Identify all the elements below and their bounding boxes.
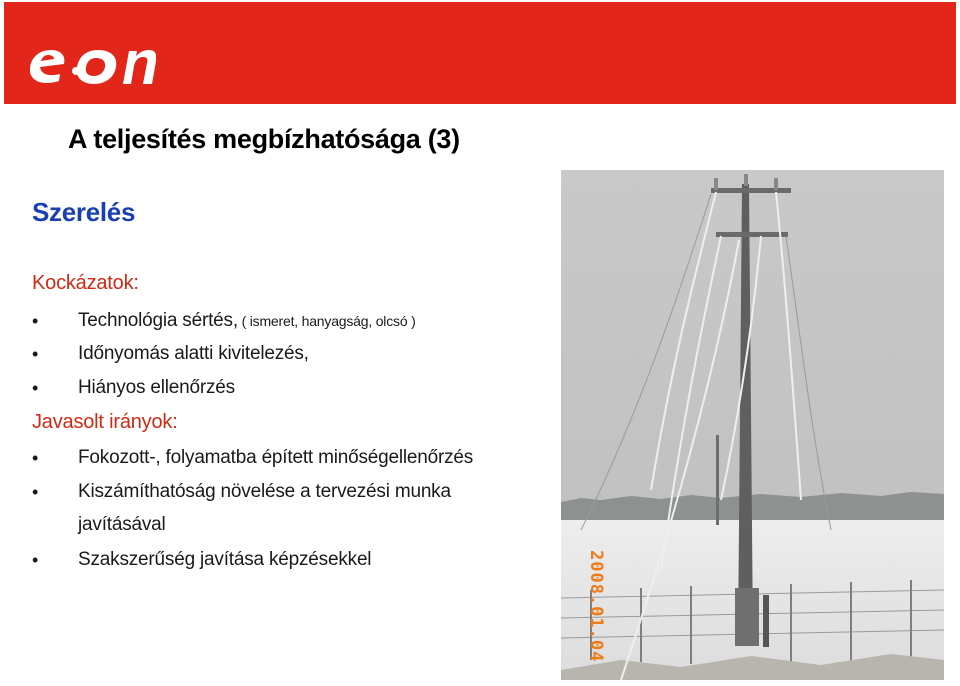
section-heading: Szerelés: [32, 197, 136, 227]
iced-power-pole-photo: [561, 170, 944, 680]
risk-item-text: Technológia sértés,: [78, 310, 238, 331]
proposal-item-text: Kiszámíthatóság növelése a tervezési munka: [78, 481, 451, 502]
header-band: [4, 2, 956, 104]
risk-item-note: ( ismeret, hanyagság, olcsó ): [237, 313, 416, 329]
bullet-dot-icon: •: [32, 344, 39, 364]
photo-date-stamp: 2008.01.04: [586, 550, 606, 663]
proposals-heading: Javasolt irányok:: [32, 411, 178, 433]
proposal-item-text: Szakszerűség javítása képzésekkel: [78, 549, 372, 570]
proposal-item-text: Fokozott-, folyamatba épített minőségellenőrzés: [78, 447, 474, 468]
slide-title: A teljesítés megbízhatósága (3): [68, 124, 460, 154]
bullet-dot-icon: •: [32, 378, 39, 398]
bullet-dot-icon: •: [32, 448, 39, 468]
risk-item-text: Időnyomás alatti kivitelezés,: [78, 343, 309, 364]
eon-logo: [26, 40, 156, 88]
risks-heading: Kockázatok:: [32, 272, 139, 294]
bullet-dot-icon: •: [32, 311, 39, 331]
proposal-item-text: javításával: [78, 514, 166, 535]
risk-item-text: Hiányos ellenőrzés: [78, 377, 235, 398]
bullet-dot-icon: •: [32, 482, 39, 502]
bullet-dot-icon: •: [32, 550, 39, 570]
